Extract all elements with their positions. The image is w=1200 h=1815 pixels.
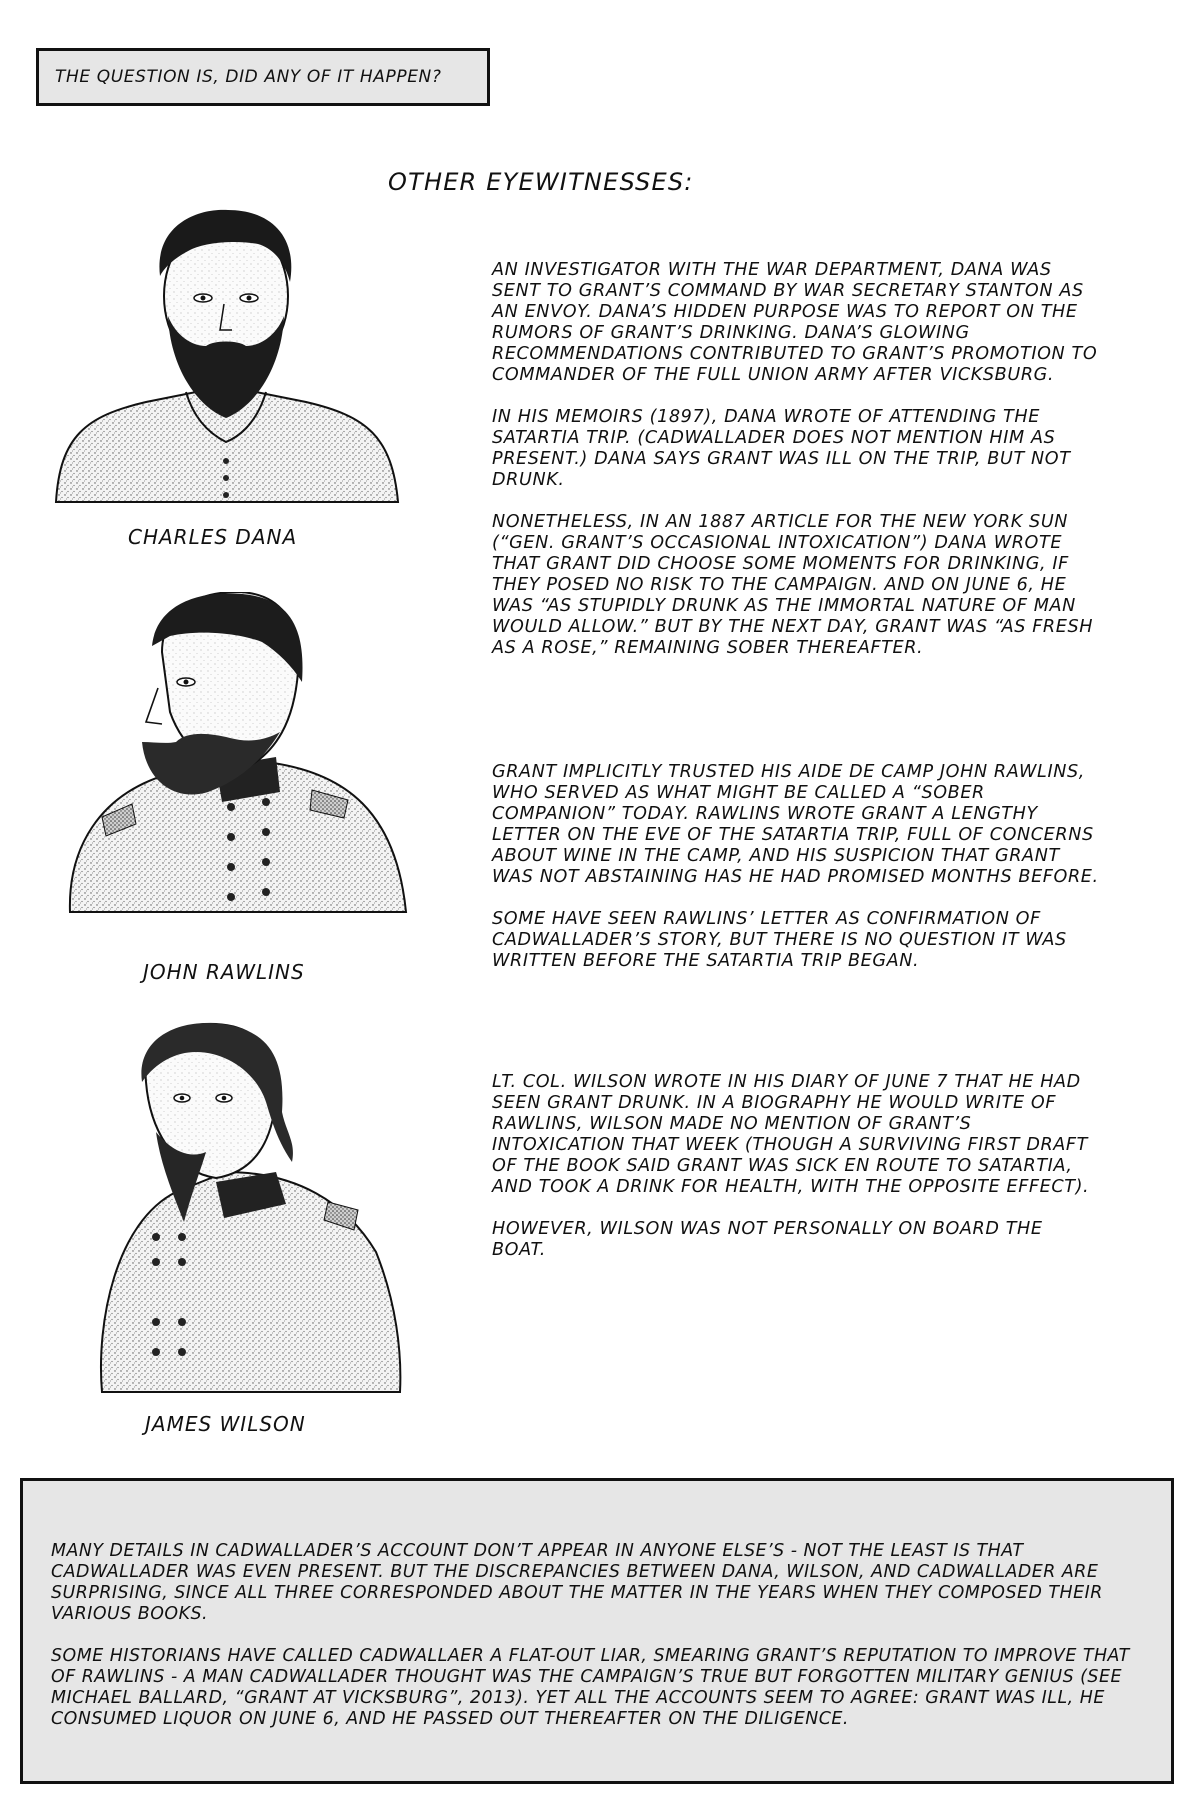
conclusion-box xyxy=(20,1478,1174,1784)
bio-paragraph: GRANT IMPLICITLY TRUSTED HIS AIDE DE CAMP JOHN RAWLINS, WHO SERVED AS WHAT MIGHT BE CALLED A “SOBER COMPANION” TODAY. RAWLINS WROTE GRANT A LENGTHY LETTER ON THE EVE OF THE SATARTIA TRIP, FULL OF CONCERNS ABOUT WINE IN THE CAMP, AND HIS SUSPICION THAT GRANT WAS NOT ABSTAINING HAS HE HAD PROMISED MONTHS BEFORE. xyxy=(492,762,1099,887)
bio-paragraph: LT. COL. WILSON WROTE IN HIS DIARY OF JUNE 7 THAT HE HAD SEEN GRANT DRUNK. IN A BIOGRAPHY HE WOULD WRITE OF RAWLINS, WILSON MADE NO MENTION OF GRANT’S INTOXICATION THAT WEEK (THOUGH A SURVIVING FIRST DRAFT OF THE BOOK SAID GRANT WAS SICK EN ROUTE TO SATARTIA, AND TOOK A DRINK FOR HEALTH, WITH THE OPPOSITE EFFECT). xyxy=(492,1072,1090,1197)
eyewitness-name: JOHN RAWLINS xyxy=(143,960,305,984)
charles-dana-bio xyxy=(492,260,1102,680)
top-caption-box xyxy=(36,48,490,106)
bio-paragraph: SOME HAVE SEEN RAWLINS’ LETTER AS CONFIRMATION OF CADWALLADER’S STORY, BUT THERE IS NO QUESTION IT WAS WRITTEN BEFORE THE SATARTIA TRIP BEGAN. xyxy=(492,909,1067,971)
bio-paragraph: HOWEVER, WILSON WAS NOT PERSONALLY ON BOARD THE BOAT. xyxy=(492,1219,1043,1260)
john-rawlins-bio xyxy=(492,762,1102,993)
john-rawlins-portrait xyxy=(66,592,416,932)
james-wilson-bio xyxy=(492,1072,1102,1282)
james-wilson-portrait xyxy=(96,1022,408,1398)
eyewitness-name: JAMES WILSON xyxy=(145,1412,306,1436)
bio-paragraph: IN HIS MEMOIRS (1897), DANA WROTE OF ATTENDING THE SATARTIA TRIP. (CADWALLADER DOES NOT MENTION HIM AS PRESENT.) DANA SAYS GRANT WAS ILL ON THE TRIP, BUT NOT DRUNK. xyxy=(492,407,1071,490)
conclusion-paragraph: SOME HISTORIANS HAVE CALLED CADWALLAER A FLAT-OUT LIAR, SMEARING GRANT’S REPUTATION TO IMPROVE THAT OF RAWLINS - A MAN CADWALLADER THOUGHT WAS THE CAMPAIGN’S TRUE BUT FORGOTTEN MILITARY GENIUS (SEE MICHAEL BALLARD, “GRANT AT VICKSBURG”, 2013). YET ALL THE ACCOUNTS SEEM TO AGREE: GRANT WAS ILL, HE CONSUMED LIQUOR ON JUNE 6, AND HE PASSED OUT THEREAFTER ON THE DILIGENCE. xyxy=(51,1646,1130,1729)
bio-paragraph: NONETHELESS, IN AN 1887 ARTICLE FOR THE NEW YORK SUN (“GEN. GRANT’S OCCASIONAL INTOXICATION”) DANA WROTE THAT GRANT DID CHOOSE SOME MOMENTS FOR DRINKING, IF THEY POSED NO RISK TO THE CAMPAIGN. AND ON JUNE 6, HE WAS “AS STUPIDLY DRUNK AS THE IMMORTAL NATURE OF MAN WOULD ALLOW.” BUT BY THE NEXT DAY, GRANT WAS “AS FRESH AS A ROSE,” REMAINING SOBER THEREAFTER. xyxy=(492,512,1094,658)
eyewitness-name: CHARLES DANA xyxy=(128,525,298,549)
bio-paragraph: AN INVESTIGATOR WITH THE WAR DEPARTMENT, DANA WAS SENT TO GRANT’S COMMAND BY WAR SECRETARY STANTON AS AN ENVOY. DANA’S HIDDEN PURPOSE WAS TO REPORT ON THE RUMORS OF GRANT’S DRINKING. DANA’S GLOWING RECOMMENDATIONS CONTRIBUTED TO GRANT’S PROMOTION TO COMMANDER OF THE FULL UNION ARMY AFTER VICKSBURG. xyxy=(492,260,1098,385)
section-heading: OTHER EYEWITNESSES: xyxy=(388,168,694,196)
conclusion-paragraph: MANY DETAILS IN CADWALLADER’S ACCOUNT DON’T APPEAR IN ANYONE ELSE’S - NOT THE LEAST IS THAT CADWALLADER WAS EVEN PRESENT. BUT THE DISCREPANCIES BETWEEN DANA, WILSON, AND CADWALLADER ARE SURPRISING, SINCE ALL THREE CORRESPONDED ABOUT THE MATTER IN THE YEARS WHEN THEY COMPOSED THEIR VARIOUS BOOKS. xyxy=(51,1541,1103,1624)
top-caption-text: THE QUESTION IS, DID ANY OF IT HAPPEN? xyxy=(55,67,442,87)
charles-dana-portrait xyxy=(46,206,406,506)
